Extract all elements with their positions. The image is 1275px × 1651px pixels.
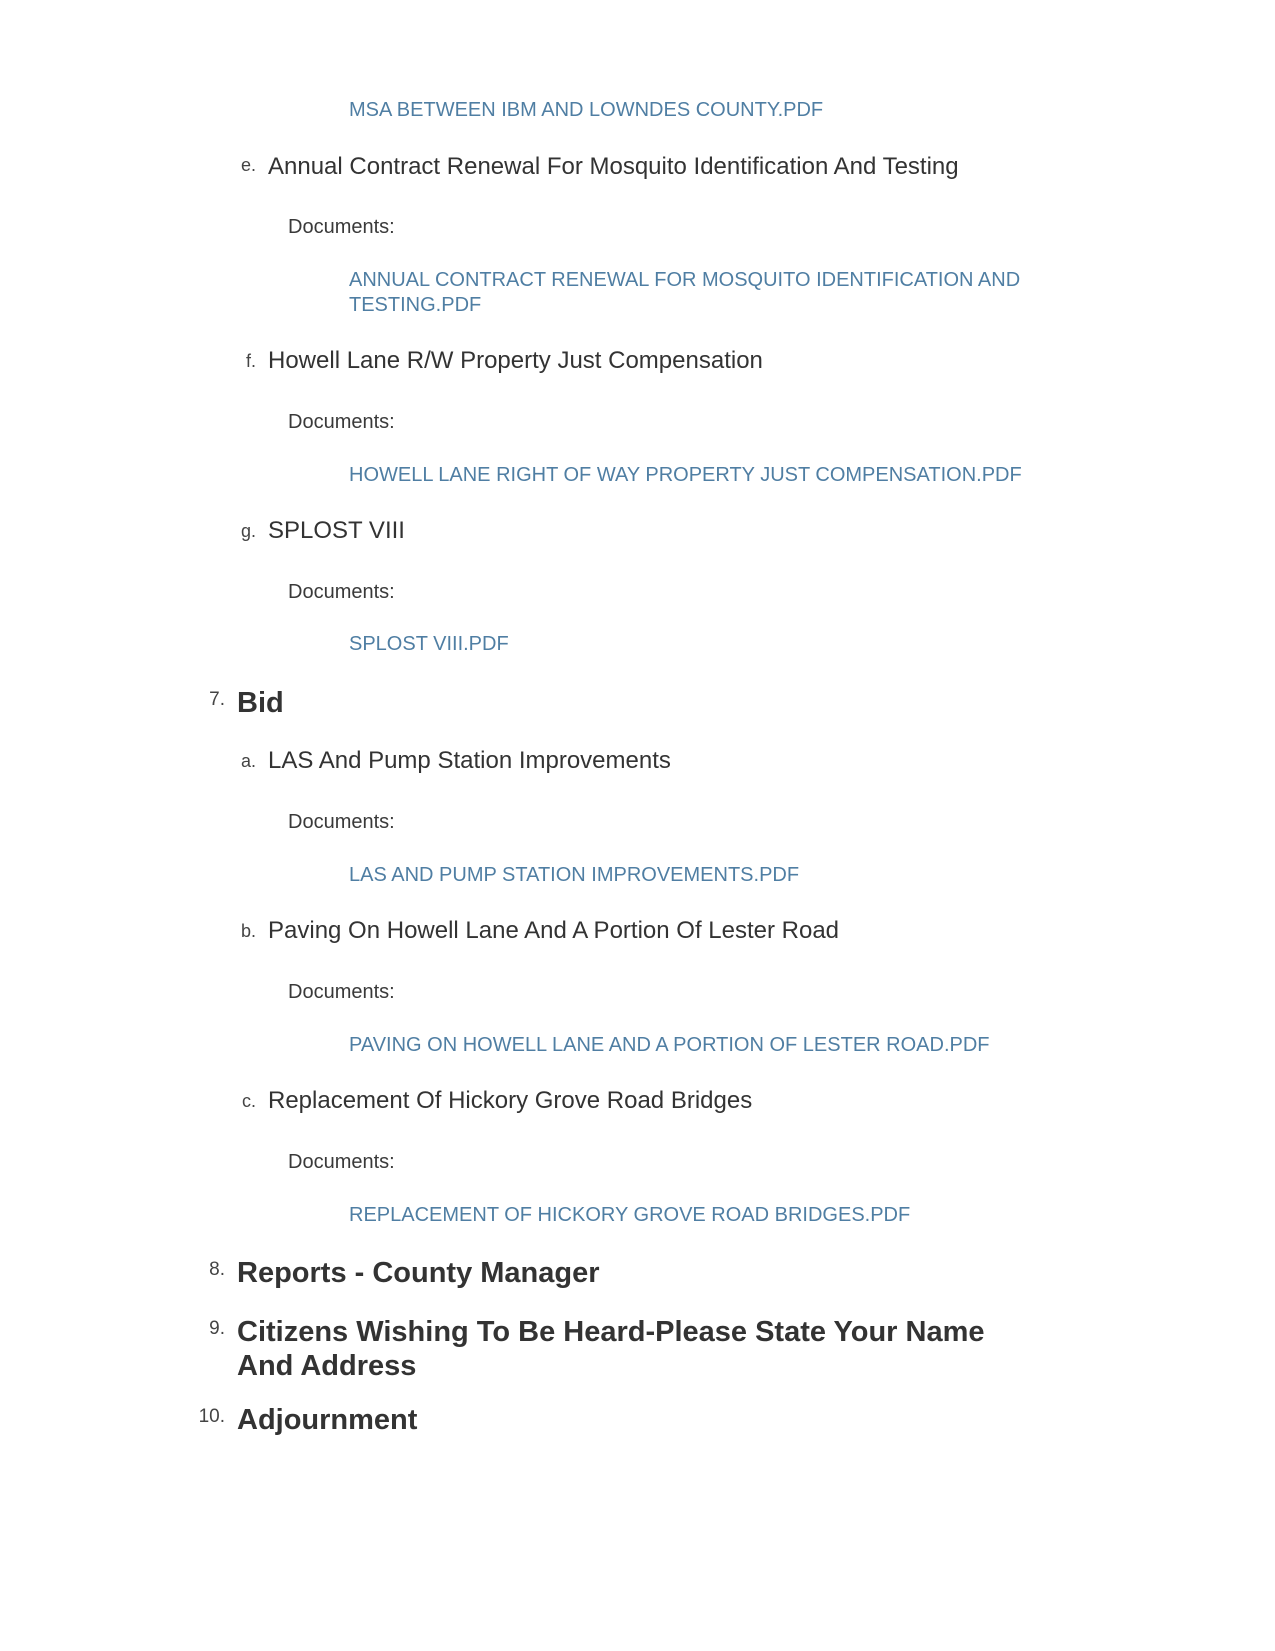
documents-label: Documents: xyxy=(288,1151,395,1173)
item-title-mosquito-contract: Annual Contract Renewal For Mosquito Identification And Testing xyxy=(268,153,959,180)
section-title-reports-county-manager: Reports - County Manager xyxy=(237,1257,600,1289)
section-marker-8: 8. xyxy=(209,1259,225,1280)
item-marker-b: b. xyxy=(240,921,256,941)
section-marker-9: 9. xyxy=(209,1318,225,1339)
section-title-adjournment: Adjournment xyxy=(237,1404,418,1436)
item-title-las-pump-station: LAS And Pump Station Improvements xyxy=(268,747,671,774)
section-marker-7: 7. xyxy=(209,689,225,710)
document-link-paving-howell-lane[interactable]: PAVING ON HOWELL LANE AND A PORTION OF LESTER ROAD.PDF xyxy=(349,1034,990,1056)
section-title-citizens-line-1: Citizens Wishing To Be Heard-Please State Your Name xyxy=(237,1316,985,1348)
item-marker-c: c. xyxy=(241,1091,256,1111)
document-link-msa-ibm[interactable]: MSA BETWEEN IBM AND LOWNDES COUNTY.PDF xyxy=(349,99,824,121)
document-link-mosquito-line-1[interactable]: ANNUAL CONTRACT RENEWAL FOR MOSQUITO IDENTIFICATION AND xyxy=(349,269,1021,291)
item-marker-f: f. xyxy=(245,351,256,371)
section-title-citizens-line-2: And Address xyxy=(237,1350,417,1382)
item-title-hickory-grove-bridges: Replacement Of Hickory Grove Road Bridges xyxy=(268,1087,753,1114)
item-title-splost-viii: SPLOST VIII xyxy=(268,517,405,544)
documents-label: Documents: xyxy=(288,981,395,1003)
item-marker-e: e. xyxy=(240,155,256,175)
item-title-paving-howell-lane: Paving On Howell Lane And A Portion Of Lester Road xyxy=(268,917,840,944)
item-title-howell-lane-rw: Howell Lane R/W Property Just Compensation xyxy=(268,347,763,374)
document-link-howell-lane-rw[interactable]: HOWELL LANE RIGHT OF WAY PROPERTY JUST COMPENSATION.PDF xyxy=(349,464,1022,486)
documents-label: Documents: xyxy=(288,411,395,433)
document-link-mosquito-line-2[interactable]: TESTING.PDF xyxy=(349,294,482,316)
item-marker-g: g. xyxy=(240,521,256,541)
documents-label: Documents: xyxy=(288,811,395,833)
section-title-bid: Bid xyxy=(237,687,284,719)
documents-label: Documents: xyxy=(288,581,395,603)
section-marker-10: 10. xyxy=(198,1406,225,1427)
document-link-splost-viii[interactable]: SPLOST VIII.PDF xyxy=(349,633,509,655)
item-marker-a: a. xyxy=(240,751,256,771)
document-link-hickory-grove-bridges[interactable]: REPLACEMENT OF HICKORY GROVE ROAD BRIDGES.PDF xyxy=(349,1204,911,1226)
documents-label: Documents: xyxy=(288,216,395,238)
document-link-las-pump-station[interactable]: LAS AND PUMP STATION IMPROVEMENTS.PDF xyxy=(349,864,800,886)
